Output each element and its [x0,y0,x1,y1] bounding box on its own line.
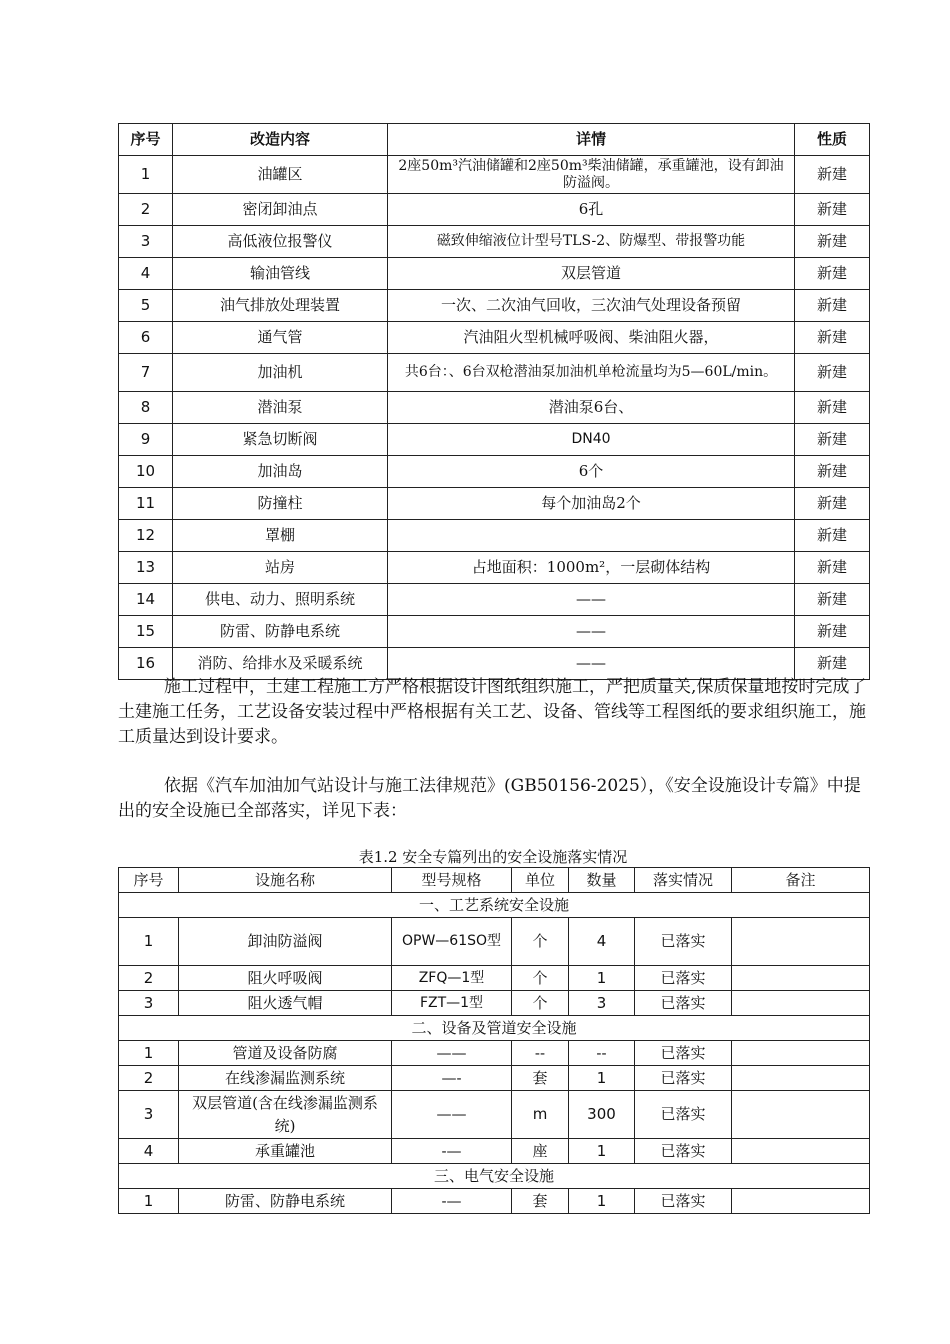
row-unit: 个 [512,966,569,991]
table-row [119,1139,870,1164]
row-status: 已落实 [635,918,732,966]
table-row [119,194,870,226]
row-status: 已落实 [635,1091,732,1139]
row-qty: 1 [569,1189,635,1214]
row-no: 3 [119,1091,179,1139]
row-no: 15 [119,616,173,648]
row-item: 潜油泵 [173,392,388,424]
row-no: 1 [119,156,173,194]
table-row [119,520,870,552]
table-row [119,290,870,322]
row-no: 16 [119,648,173,680]
row-no: 8 [119,392,173,424]
header-spec: 型号规格 [392,868,512,893]
row-spec: -— [392,1139,512,1164]
row-no: 2 [119,194,173,226]
row-type: 新建 [795,584,870,616]
row-detail: 共6台：、6台双枪潜油泵加油机单枪流量均为5—60L/min。 [388,354,795,392]
row-spec: —— [392,1041,512,1066]
row-detail: 6孔 [388,194,795,226]
row-type: 新建 [795,290,870,322]
row-note [732,1139,870,1164]
row-note [732,1091,870,1139]
row-no: 2 [119,966,179,991]
row-item: 加油岛 [173,456,388,488]
row-qty: 1 [569,966,635,991]
table-row [119,1091,870,1139]
row-no: 14 [119,584,173,616]
row-no: 1 [119,1041,179,1066]
row-no: 9 [119,424,173,456]
row-qty: -- [569,1041,635,1066]
row-item: 站房 [173,552,388,584]
table-row [119,392,870,424]
renovation-table [118,123,870,680]
row-type: 新建 [795,226,870,258]
row-note [732,918,870,966]
row-note [732,1066,870,1091]
row-unit: 个 [512,918,569,966]
row-status: 已落实 [635,1041,732,1066]
row-note [732,1189,870,1214]
row-no: 1 [119,1189,179,1214]
row-unit: 座 [512,1139,569,1164]
section-title: 二、设备及管道安全设施 [119,1016,870,1041]
row-status: 已落实 [635,1139,732,1164]
row-name: 双层管道(含在线渗漏监测系统) [179,1091,392,1139]
header-qty: 数量 [569,868,635,893]
row-note [732,966,870,991]
row-unit: -- [512,1041,569,1066]
table-row [119,584,870,616]
table-row [119,226,870,258]
row-no: 13 [119,552,173,584]
row-detail: —— [388,648,795,680]
row-item: 通气管 [173,322,388,354]
row-note [732,1041,870,1066]
row-spec: OPW—61SO型 [392,918,512,966]
row-status: 已落实 [635,1189,732,1214]
row-item: 油罐区 [173,156,388,194]
row-no: 3 [119,991,179,1016]
row-detail: 6个 [388,456,795,488]
table2-caption: 表1.2 安全专篇列出的安全设施落实情况 [358,848,628,866]
row-detail: 潜油泵6台、 [388,392,795,424]
header-no: 序号 [119,868,179,893]
row-detail: 一次、二次油气回收，三次油气处理设备预留 [388,290,795,322]
row-type: 新建 [795,392,870,424]
row-spec: -— [392,1189,512,1214]
header-detail: 详情 [388,124,795,156]
row-no: 4 [119,1139,179,1164]
row-name: 管道及设备防腐 [179,1041,392,1066]
row-name: 阻火呼吸阀 [179,966,392,991]
row-status: 已落实 [635,966,732,991]
row-spec: —- [392,1066,512,1091]
row-no: 1 [119,918,179,966]
table-header-row [119,124,870,156]
header-note: 备注 [732,868,870,893]
row-note [732,991,870,1016]
header-name: 设施名称 [179,868,392,893]
row-status: 已落实 [635,1066,732,1091]
table-row [119,322,870,354]
row-item: 输油管线 [173,258,388,290]
row-detail: 双层管道 [388,258,795,290]
row-type: 新建 [795,354,870,392]
row-detail: 汽油阻火型机械呼吸阀、柴油阻火器， [388,322,795,354]
row-detail: —— [388,616,795,648]
table-row [119,456,870,488]
row-detail [388,520,795,552]
table-row [119,966,870,991]
row-spec: ZFQ—1型 [392,966,512,991]
row-type: 新建 [795,488,870,520]
row-no: 4 [119,258,173,290]
section-title: 三、电气安全设施 [119,1164,870,1189]
safety-facilities-table [118,867,870,1214]
row-item: 紧急切断阀 [173,424,388,456]
row-name: 防雷、防静电系统 [179,1189,392,1214]
row-no: 2 [119,1066,179,1091]
construction-paragraph: 施工过程中，土建工程施工方严格根据设计图纸组织施工，严把质量关,保质保量地按时完成了土建施工任务，工艺设备安装过程中严格根据有关工艺、设备、管线等工程图纸的要求组织施工，施工质量达到设计要求。 [118,677,867,747]
row-status: 已落实 [635,991,732,1016]
row-item: 加油机 [173,354,388,392]
table-row [119,616,870,648]
row-spec: —— [392,1091,512,1139]
row-no: 11 [119,488,173,520]
row-type: 新建 [795,156,870,194]
row-no: 7 [119,354,173,392]
row-name: 卸油防溢阀 [179,918,392,966]
header-type: 性质 [795,124,870,156]
row-no: 3 [119,226,173,258]
row-type: 新建 [795,552,870,584]
row-type: 新建 [795,648,870,680]
header-no: 序号 [119,124,173,156]
row-qty: 1 [569,1139,635,1164]
row-type: 新建 [795,456,870,488]
row-qty: 3 [569,991,635,1016]
basis-paragraph: 依据《汽车加油加气站设计与施工法律规范》(GB50156-2025），《安全设施设计专篇》中提出的安全设施已全部落实，详见下表： [118,776,861,821]
row-item: 消防、给排水及采暖系统 [173,648,388,680]
table-header-row [119,868,870,893]
table-row [119,258,870,290]
row-item: 供电、动力、照明系统 [173,584,388,616]
row-type: 新建 [795,258,870,290]
row-detail: 每个加油岛2个 [388,488,795,520]
table-row [119,424,870,456]
row-item: 高低液位报警仪 [173,226,388,258]
row-unit: 套 [512,1066,569,1091]
table-row [119,1066,870,1091]
row-detail: DN40 [388,424,795,456]
row-name: 阻火透气帽 [179,991,392,1016]
row-type: 新建 [795,616,870,648]
row-spec: FZT—1型 [392,991,512,1016]
header-unit: 单位 [512,868,569,893]
row-item: 密闭卸油点 [173,194,388,226]
row-no: 10 [119,456,173,488]
row-item: 罩棚 [173,520,388,552]
row-name: 承重罐池 [179,1139,392,1164]
table-row [119,552,870,584]
row-no: 6 [119,322,173,354]
row-no: 12 [119,520,173,552]
row-item: 防雷、防静电系统 [173,616,388,648]
section-row [119,893,870,918]
row-qty: 300 [569,1091,635,1139]
table-row [119,991,870,1016]
section-row [119,1016,870,1041]
row-name: 在线渗漏监测系统 [179,1066,392,1091]
section-row [119,1164,870,1189]
row-type: 新建 [795,322,870,354]
row-detail: 占地面积：1000m²，一层砌体结构 [388,552,795,584]
row-unit: 套 [512,1189,569,1214]
row-unit: m [512,1091,569,1139]
row-item: 防撞柱 [173,488,388,520]
row-type: 新建 [795,194,870,226]
row-qty: 4 [569,918,635,966]
table-row [119,1189,870,1214]
table-row [119,354,870,392]
header-status: 落实情况 [635,868,732,893]
row-detail: 磁致伸缩液位计型号TLS-2、防爆型、带报警功能 [388,226,795,258]
row-type: 新建 [795,424,870,456]
section-title: 一、工艺系统安全设施 [119,893,870,918]
row-detail: —— [388,584,795,616]
row-qty: 1 [569,1066,635,1091]
table-row [119,156,870,194]
table-row [119,918,870,966]
header-item: 改造内容 [173,124,388,156]
table-row [119,488,870,520]
row-no: 5 [119,290,173,322]
table-row [119,1041,870,1066]
row-unit: 个 [512,991,569,1016]
row-item: 油气排放处理装置 [173,290,388,322]
row-detail: 2座50m³汽油储罐和2座50m³柴油储罐，承重罐池，设有卸油防溢阀。 [388,156,795,194]
row-type: 新建 [795,520,870,552]
